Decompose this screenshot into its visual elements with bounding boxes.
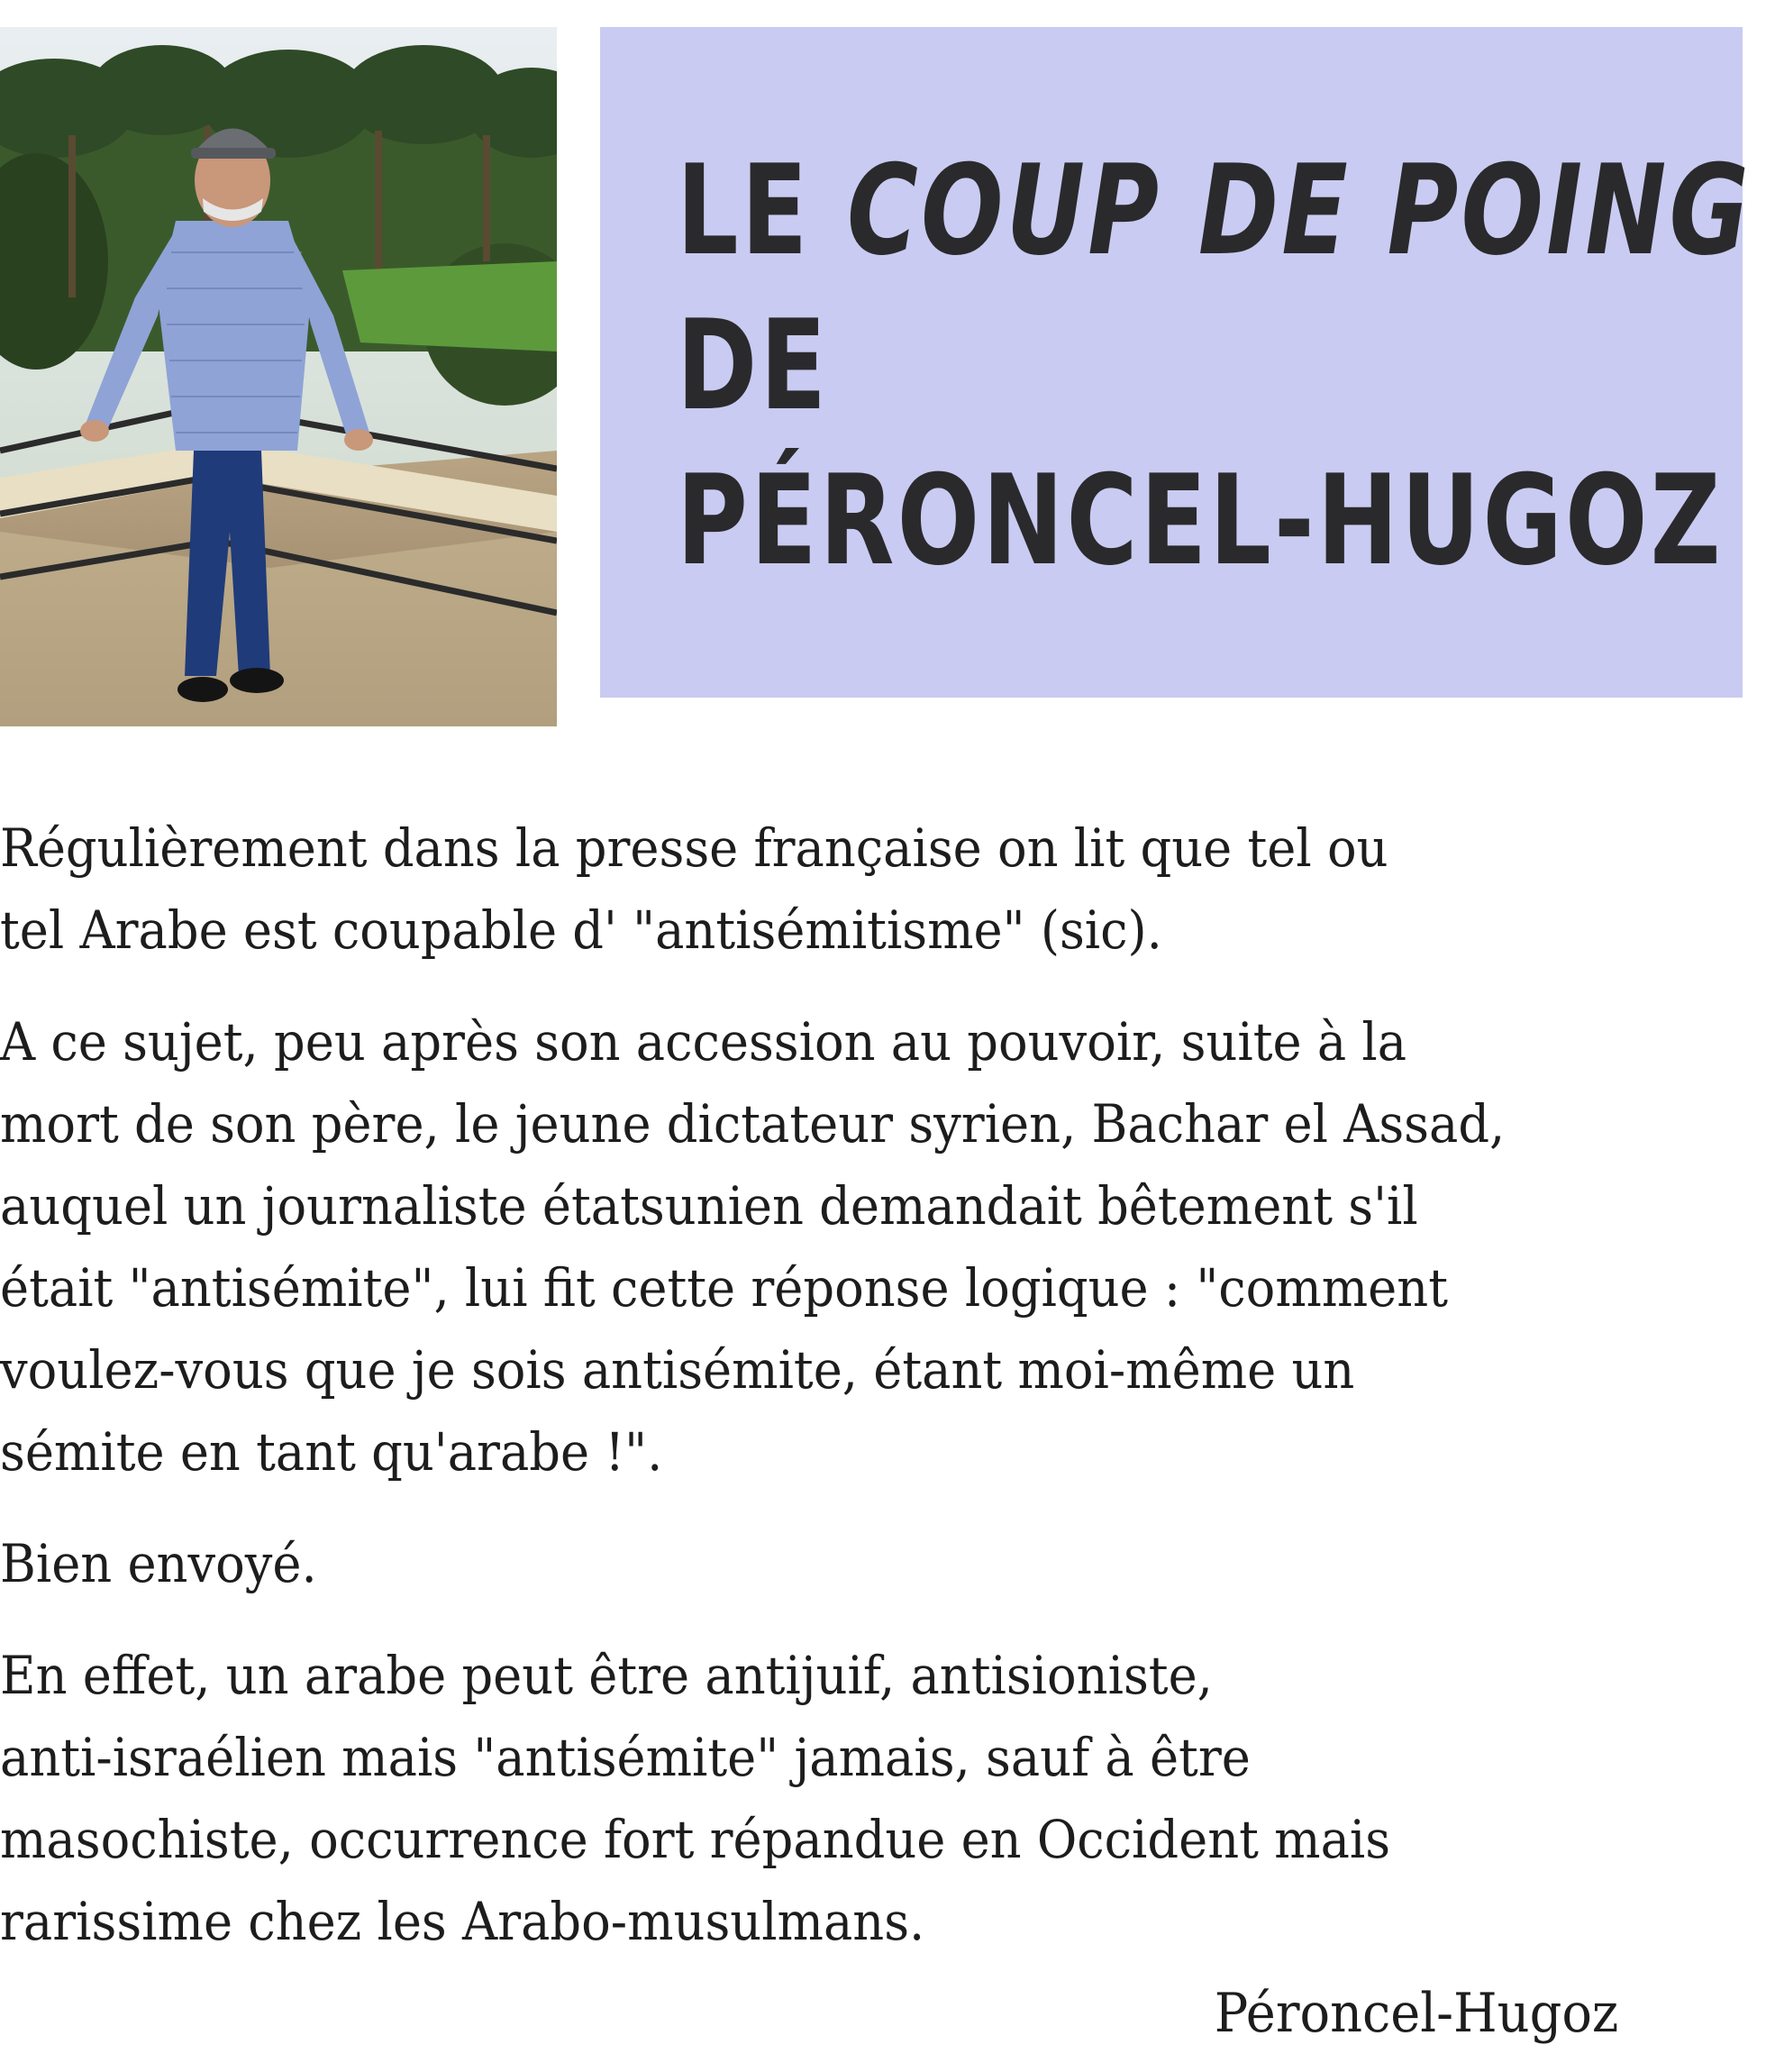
article-paragraph-1: Régulièrement dans la presse française on lit que tel ou tel Arabe est coupable d' "antisémitisme" (sic). (0, 817, 1388, 961)
title-column-name: COUP DE POING (846, 138, 1752, 283)
article-paragraph-2: A ce sujet, peu après son accession au pouvoir, suite à la mort de son père, le jeune dictateur syrien, Bachar el Assad, auquel un journaliste étatsunien demandait bêtement s'il était "antisémite", lui fit cette réponse logique : "comment voulez-vous que je sois antisémite, étant moi-même un sémite en tant qu'arabe !". (0, 1011, 1506, 1483)
author-portrait-illustration (0, 27, 557, 726)
author-signature: Péroncel-Hugoz (1214, 1982, 1618, 2045)
article-body (0, 808, 1757, 1993)
title-line-1 (677, 133, 1752, 288)
title-line-2: DE (677, 293, 830, 438)
title-line-3: PÉRONCEL-HUGOZ (677, 448, 1724, 593)
author-photo (0, 27, 557, 726)
article-paragraph-4: En effet, un arabe peut être antijuif, antisioniste, anti-israélien mais "antisémite" jamais, sauf à être masochiste, occurrence fort répandue en Occident mais rarissime chez les Arabo-musulmans. (0, 1645, 1391, 1952)
title-banner (600, 27, 1752, 698)
title-prefix: LE (677, 138, 847, 283)
article-paragraph-3: Bien envoyé. (0, 1533, 317, 1594)
